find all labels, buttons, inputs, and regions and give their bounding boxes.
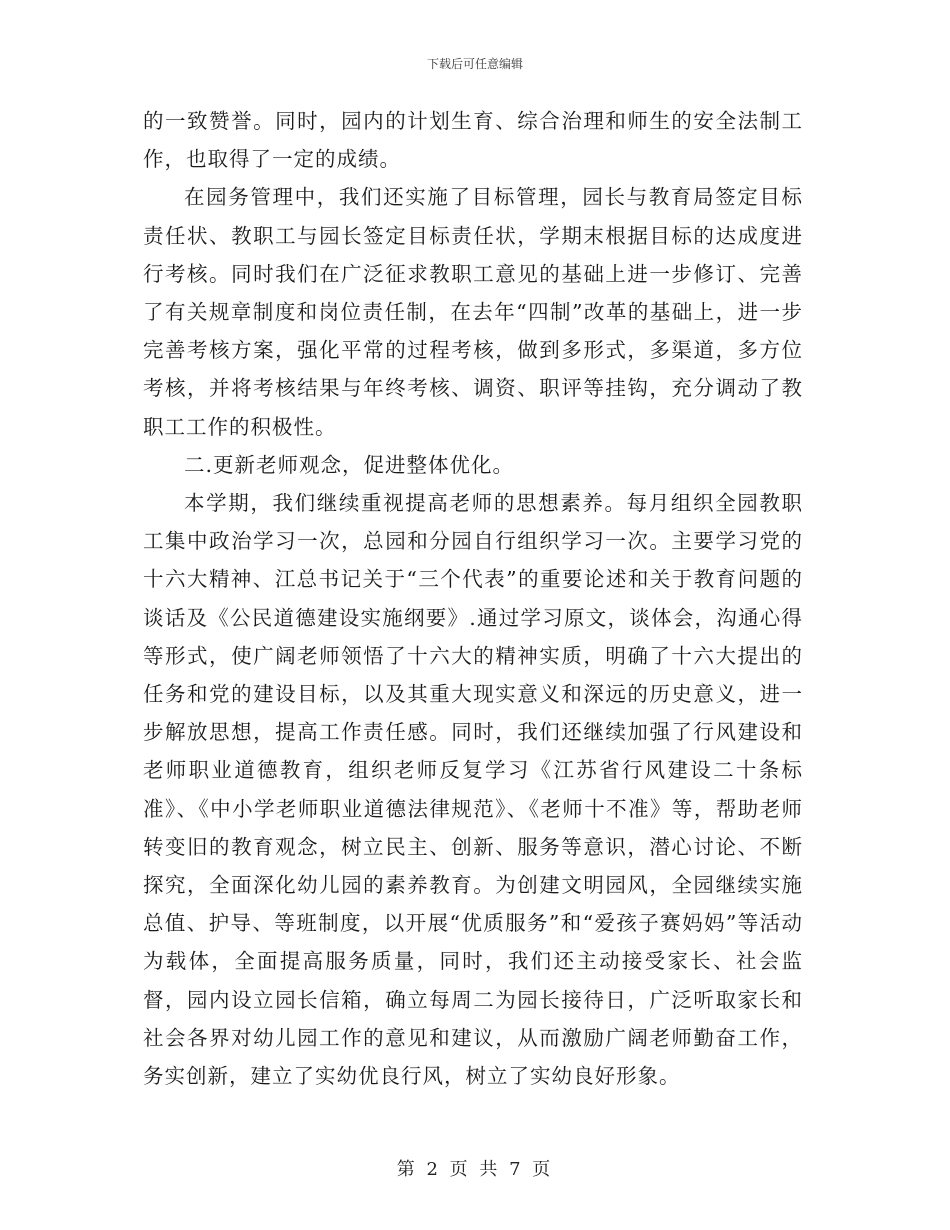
section-heading: 二.更新老师观念，促进整体优化。 [184,452,515,477]
paragraph-1: 的一致赞誉。同时，园内的计划生育、综合治理和师生的安全法制工作，也取得了一定的成绩。 [143,109,803,172]
page-number: 第 2 页 共 7 页 [396,1159,554,1180]
document-body [143,102,803,1095]
page-header: 下载后可任意编辑 [426,57,523,71]
paragraph-2: 在园务管理中，我们还实施了目标管理，园长与教育局签定目标责任状、教职工与园长签定目标责任状，学期末根据目标的达成度进行考核。同时我们在广泛征求教职工意见的基础上进一步修订、完善了有关规章制度和岗位责任制，在去年“四制”改革的基础上，进一步完善考核方案，强化平常的过程考核，做到多形式，多渠道，多方位考核，并将考核结果与年终考核、调资、职评等挂钩，充分调动了教职工工作的积极性。 [143,185,803,439]
paragraph-3: 本学期，我们继续重视提高老师的思想素养。每月组织全园教职工集中政治学习一次，总园和分园自行组织学习一次。主要学习党的十六大精神、江总书记关于“三个代表”的重要论述和关于教育问题的谈话及《公民道德建设实施纲要》.通过学习原文，谈体会，沟通心得等形式，使广阔老师领悟了十六大的精神实质，明确了十六大提出的任务和党的建设目标，以及其重大现实意义和深远的历史意义，进一步解放思想，提高工作责任感。同时，我们还继续加强了行风建设和老师职业道德教育，组织老师反复学习《江苏省行风建设二十条标准》、《中小学老师职业道德法律规范》、《老师十不准》等，帮助老师转变旧的教育观念，树立民主、创新、服务等意识，潜心讨论、不断探究，全面深化幼儿园的素养教育。为创建文明园风，全园继续实施总值、护导、等班制度，以开展“优质服务”和“爱孩子赛妈妈”等活动为载体，全面提高服务质量，同时，我们还主动接受家长、社会监督，园内设立园长信箱，确立每周二为园长接待日，广泛听取家长和社会各界对幼儿园工作的意见和建议，从而激励广阔老师勤奋工作，务实创新，建立了实幼优良行风，树立了实幼良好形象。 [143,491,803,1089]
